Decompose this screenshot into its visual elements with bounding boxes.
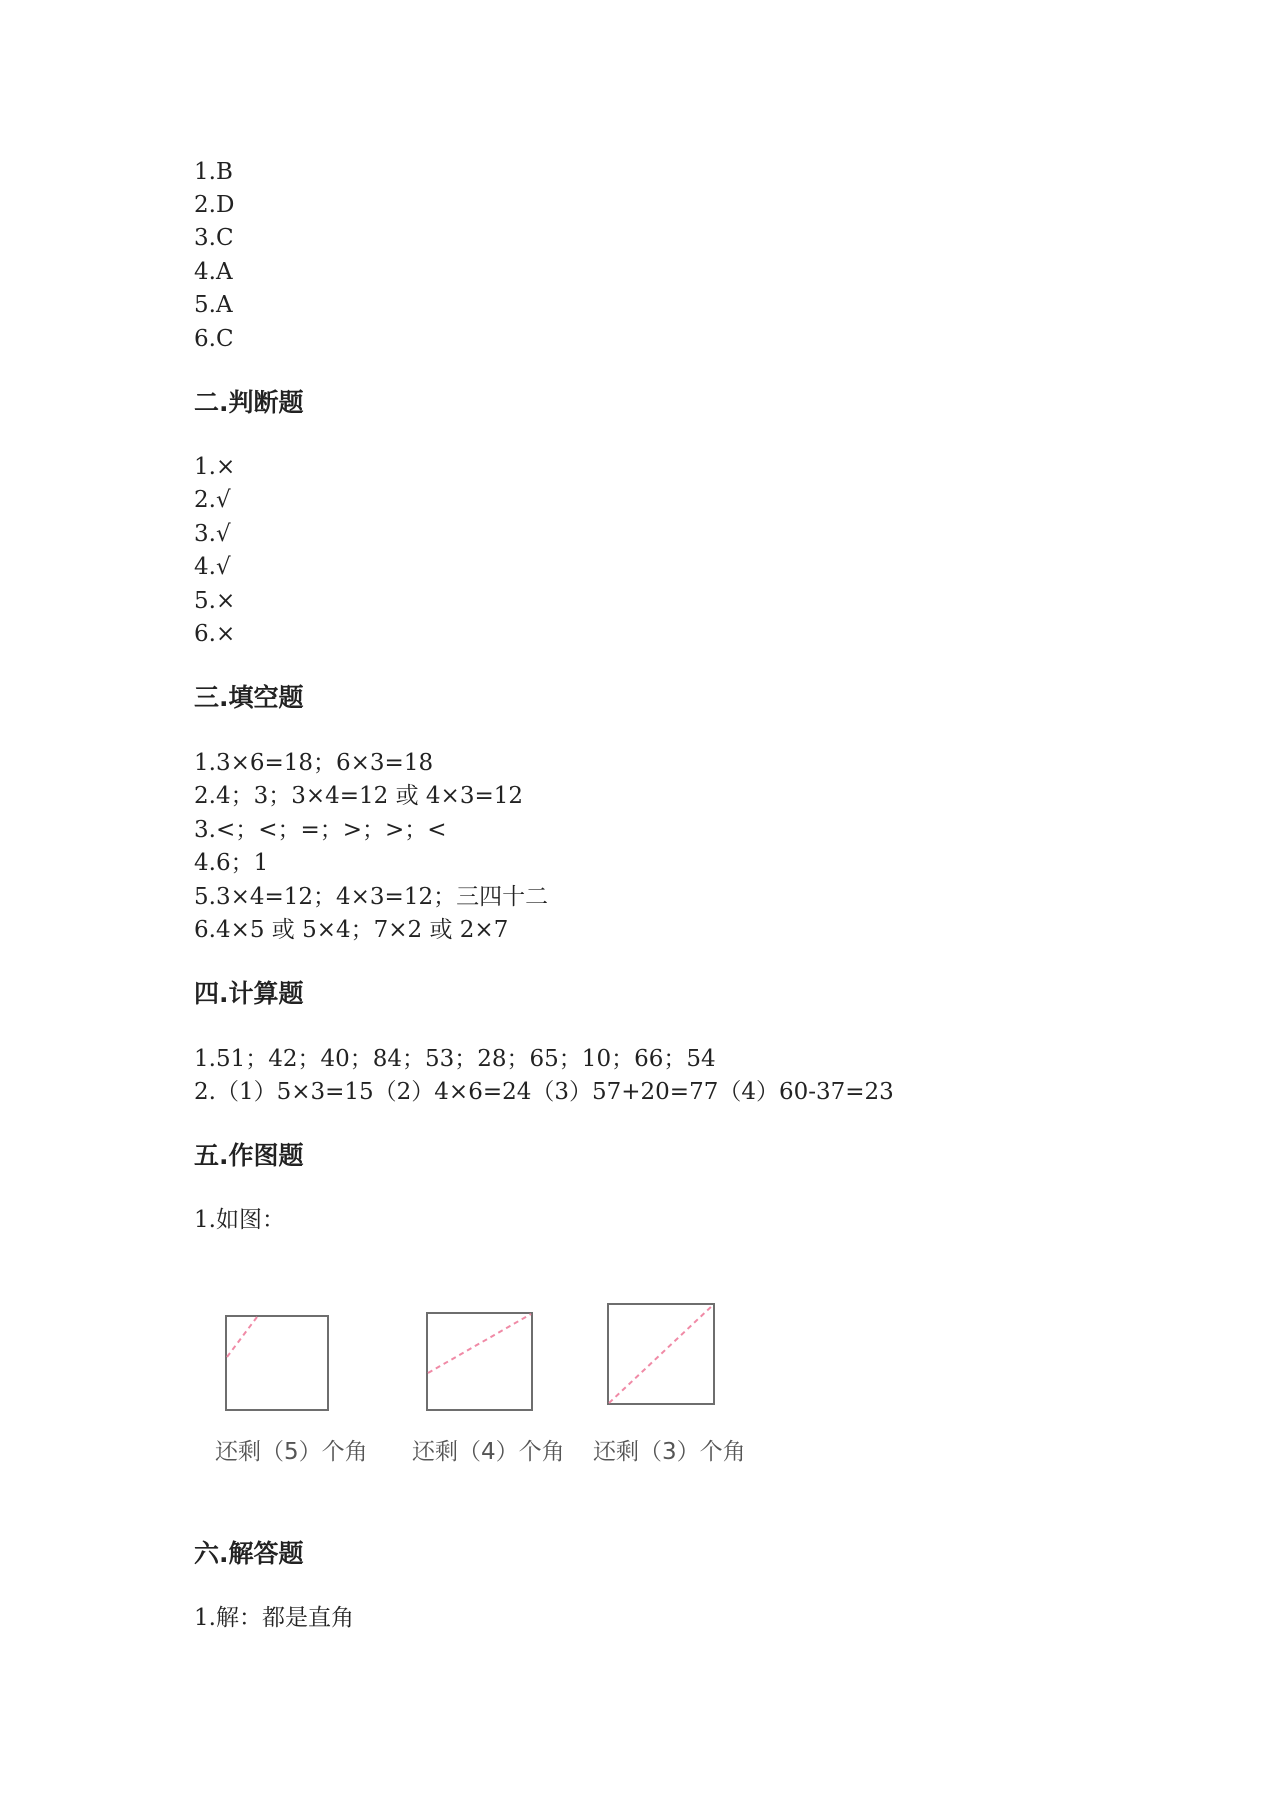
fill-blank-answer-1: 1.3×6=18；6×3=18 <box>194 750 434 776</box>
calculation-answer-2: 2.（1）5×3=15（2）4×6=24（3）57+20=77（4）60-37=23 <box>194 1079 894 1105</box>
calculation-answer-1: 1.51；42；40；84；53；28；65；10；66；54 <box>194 1046 716 1072</box>
word-problem-answer-1: 1.解：都是直角 <box>194 1605 354 1631</box>
judgement-answer-4: 4.√ <box>194 554 231 580</box>
judgement-answer-1: 1.× <box>194 454 236 480</box>
cut-square-figure <box>210 1295 780 1475</box>
judgement-answer-6: 6.× <box>194 621 236 647</box>
section-heading-answer: 六.解答题 <box>194 1539 304 1568</box>
section-heading-judgement: 二.判断题 <box>194 388 304 417</box>
section-heading-drawing: 五.作图题 <box>194 1141 304 1170</box>
fill-blank-answer-2: 2.4；3；3×4=12 或 4×3=12 <box>194 783 523 809</box>
choice-answer-6: 6.C <box>194 326 234 352</box>
figure-caption-3: 还剩（3）个角 <box>593 1439 746 1465</box>
figure-caption-2: 还剩（4）个角 <box>412 1439 565 1465</box>
choice-answer-2: 2.D <box>194 192 235 218</box>
choice-answer-3: 3.C <box>194 225 234 251</box>
drawing-answer-1: 1.如图： <box>194 1207 285 1233</box>
judgement-answer-2: 2.√ <box>194 487 231 513</box>
choice-answer-4: 4.A <box>194 259 233 285</box>
cut-line-2 <box>428 1314 531 1373</box>
judgement-answer-3: 3.√ <box>194 521 231 547</box>
choice-answer-1: 1.B <box>194 159 233 185</box>
cut-line-3 <box>609 1305 713 1403</box>
fill-blank-answer-4: 4.6；1 <box>194 850 269 876</box>
section-heading-fill-blank: 三.填空题 <box>194 683 304 712</box>
fill-blank-answer-5: 5.3×4=12；4×3=12；三四十二 <box>194 884 549 910</box>
fill-blank-answer-6: 6.4×5 或 5×4；7×2 或 2×7 <box>194 917 509 943</box>
section-heading-calculation: 四.计算题 <box>194 979 304 1008</box>
judgement-answer-5: 5.× <box>194 588 236 614</box>
fill-blank-answer-3: 3.<；<；=；>；>；< <box>194 817 447 843</box>
figure-caption-1: 还剩（5）个角 <box>215 1439 368 1465</box>
cut-line-1 <box>227 1317 257 1357</box>
choice-answer-5: 5.A <box>194 292 233 318</box>
